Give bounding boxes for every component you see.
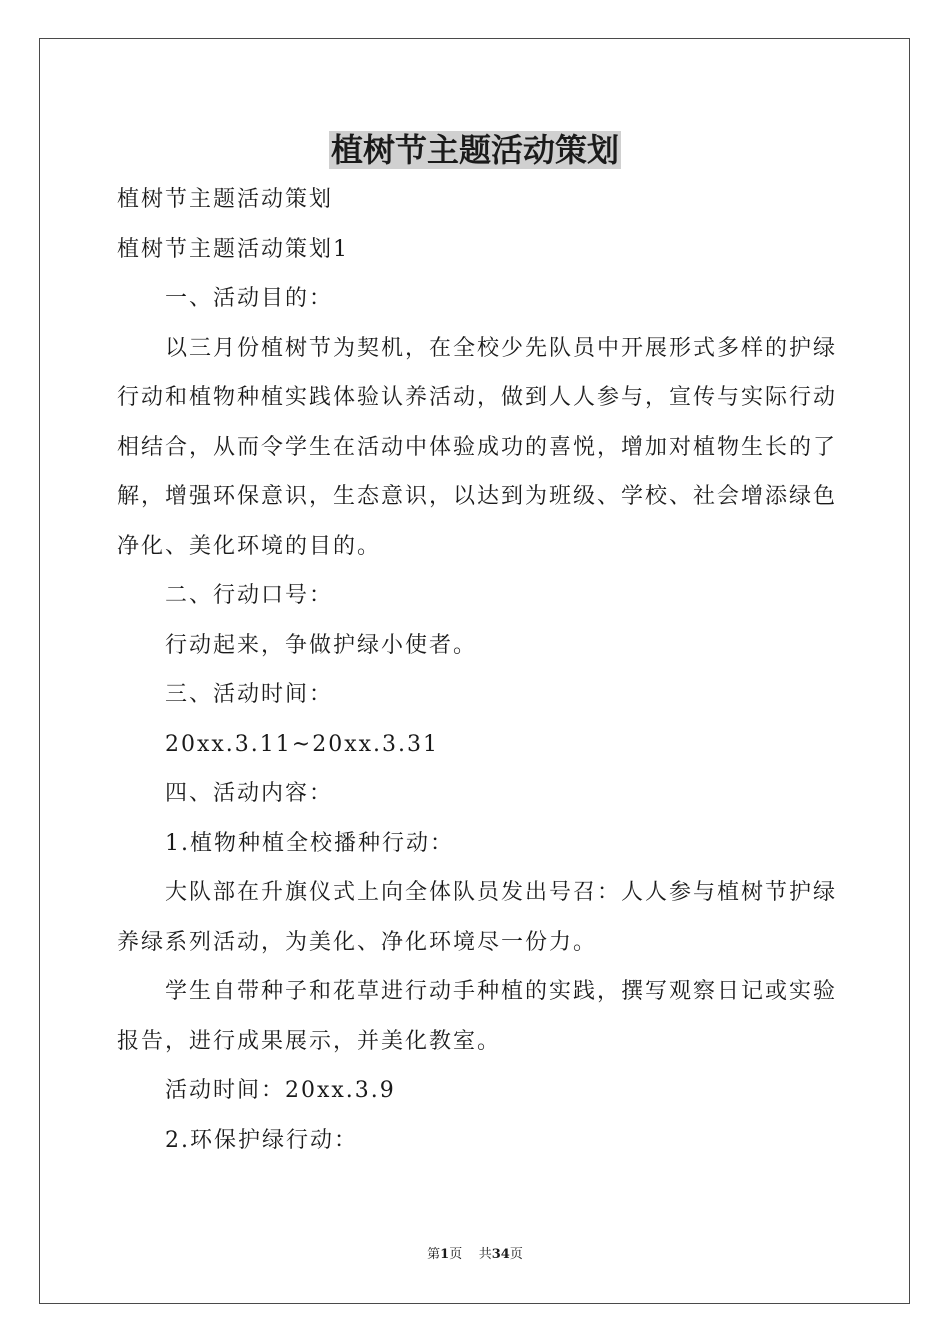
paragraph: 活动时间：20xx.3.9 [165, 1078, 396, 1103]
paragraph: 植树节主题活动策划 [117, 187, 334, 212]
paragraph: 20xx.3.11~20xx.3.31 [165, 731, 440, 757]
page-label-prefix: 第 [427, 1247, 441, 1262]
paragraph: 以三月份植树节为契机，在全校少先队员中开展形式多样的护绿行动和植物种植实践体验认养活动，做到人人参与，宣传与实际行动相结合，从而令学生在活动中体验成功的喜悦，增加对植物生长的了解，增强环保意识，生态意识，以达到为班级、学校、社会增添绿色净化、美化环境的目的。 [117, 335, 838, 559]
page-number: 1 [440, 1247, 450, 1262]
section-heading: 三、活动时间： [165, 682, 334, 707]
section-heading: 四、活动内容： [165, 781, 334, 806]
subsection-heading: 1.植物种植全校播种行动： [165, 830, 454, 856]
paragraph: 学生自带种子和花草进行动手种植的实践，撰写观察日记或实验报告，进行成果展示，并美化教室。 [117, 979, 838, 1054]
document-title [0, 128, 950, 172]
section-heading: 一、活动目的： [165, 286, 334, 311]
page-footer [0, 1245, 950, 1265]
section-heading: 二、行动口号： [165, 583, 334, 608]
total-pages: 34 [491, 1247, 510, 1262]
total-label-prefix: 共 [478, 1247, 492, 1262]
subsection-heading: 2.环保护绿行动： [165, 1127, 358, 1153]
paragraph: 行动起来，争做护绿小使者。 [165, 632, 478, 658]
page-label-suffix: 页 [449, 1247, 463, 1262]
paragraph: 大队部在升旗仪式上向全体队员发出号召：人人参与植树节护绿养绿系列活动，为美化、净化环境尽一份力。 [117, 880, 838, 955]
document-body [117, 175, 837, 1165]
total-label-suffix: 页 [509, 1247, 523, 1262]
paragraph: 植树节主题活动策划1 [117, 236, 349, 262]
document-title-text: 植树节主题活动策划 [330, 131, 619, 169]
